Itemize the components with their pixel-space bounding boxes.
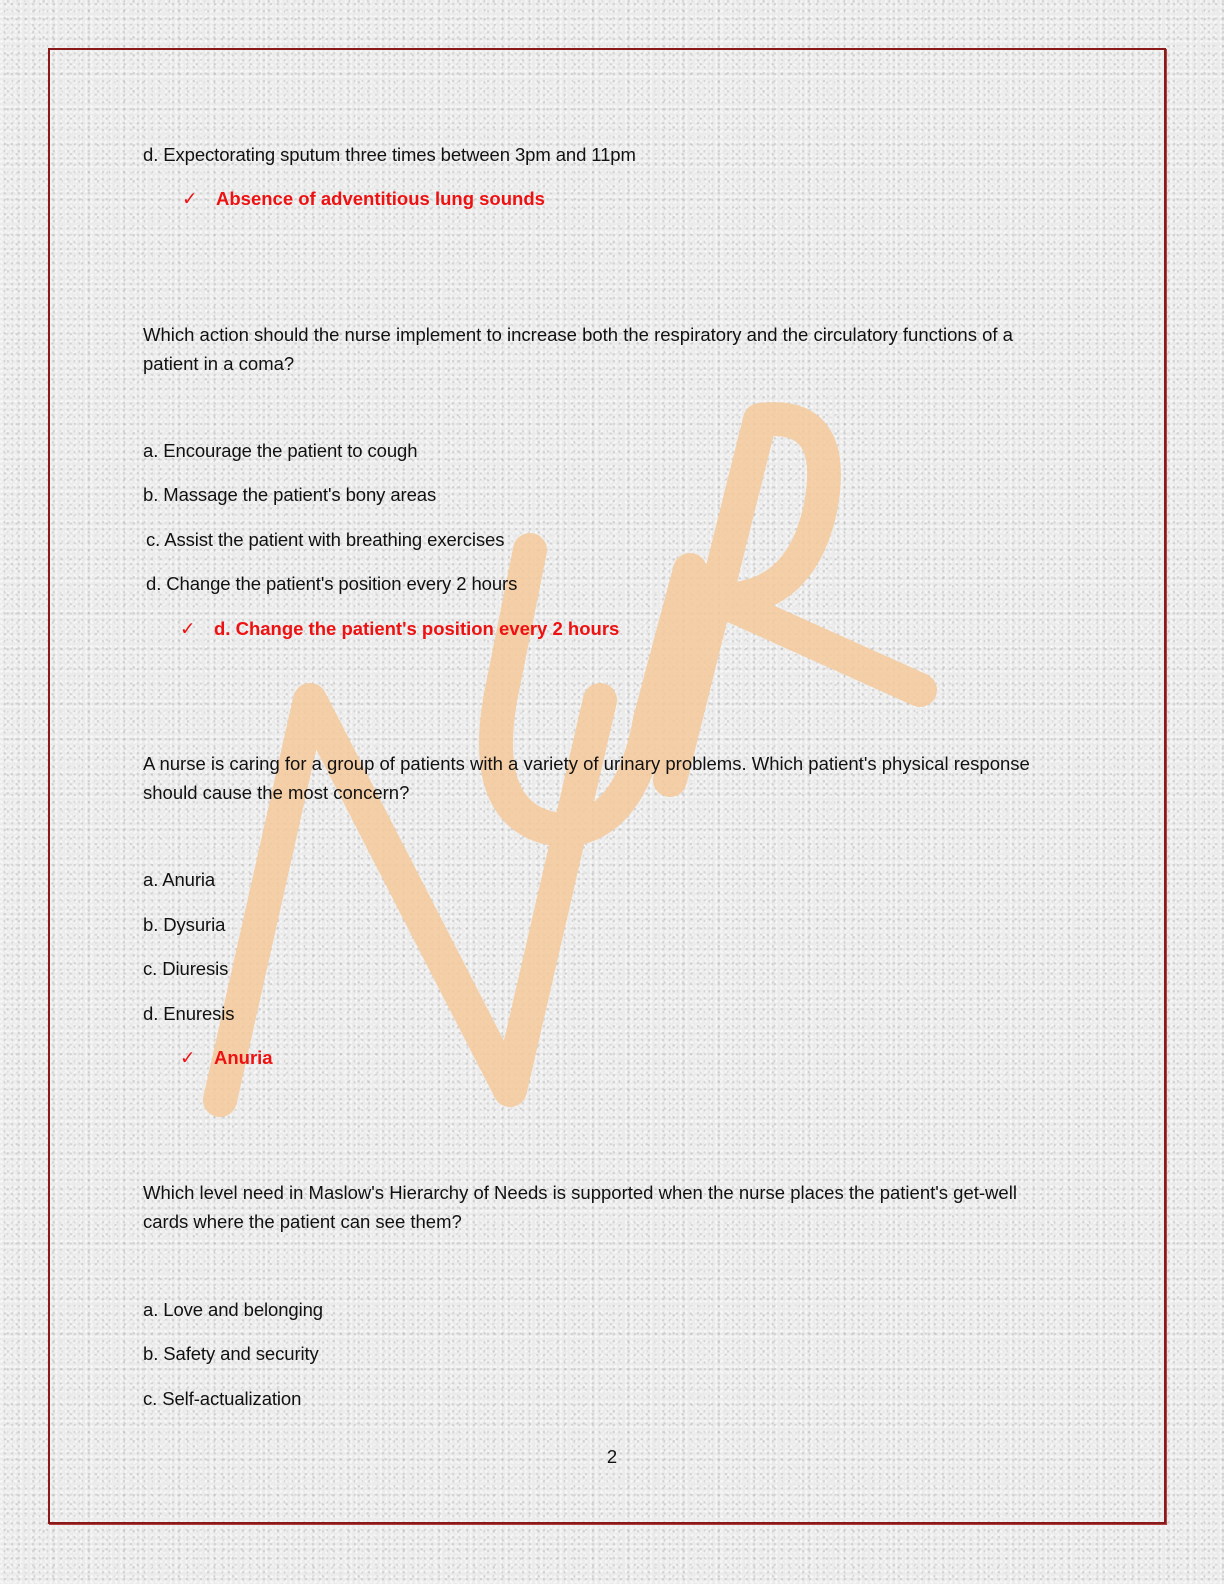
option-a: a. Love and belonging [143, 1299, 323, 1320]
option-b: b. Safety and security [143, 1343, 319, 1364]
answer-text: d. Change the patient's position every 2 hours [214, 618, 620, 639]
correct-answer [182, 188, 545, 210]
option-b: b. Massage the patient's bony areas [143, 484, 437, 505]
question-text: Which level need in Maslow's Hierarchy of Needs is supported when the nurse places the patient's get-well cards where the patient can see them? [143, 1182, 1017, 1232]
checkmark-icon: ✓ [182, 188, 198, 209]
option-d: d. Enuresis [143, 1003, 235, 1024]
page-number: 2 [606, 1446, 618, 1467]
checkmark-icon: ✓ [180, 618, 196, 639]
answer-text: Anuria [214, 1047, 273, 1068]
option-c: c. Self-actualization [143, 1388, 302, 1409]
correct-answer [180, 1047, 273, 1069]
option-c: c. Diuresis [143, 958, 229, 979]
option-b: b. Dysuria [143, 914, 226, 935]
question-text: Which action should the nurse implement to increase both the respiratory and the circulatory functions of a patient in a coma? [143, 324, 1013, 374]
correct-answer [180, 618, 619, 640]
checkmark-icon: ✓ [180, 1047, 196, 1068]
option-a: a. Encourage the patient to cough [143, 440, 418, 461]
question-text: A nurse is caring for a group of patients with a variety of urinary problems. Which patient's physical response should cause the most concern? [143, 753, 1030, 803]
option-c: c. Assist the patient with breathing exercises [146, 529, 505, 550]
option-a: a. Anuria [143, 869, 216, 890]
answer-text: Absence of adventitious lung sounds [216, 188, 545, 209]
option-text: d. Expectorating sputum three times between 3pm and 11pm [143, 144, 636, 165]
option-d: d. Change the patient's position every 2 hours [146, 573, 518, 594]
